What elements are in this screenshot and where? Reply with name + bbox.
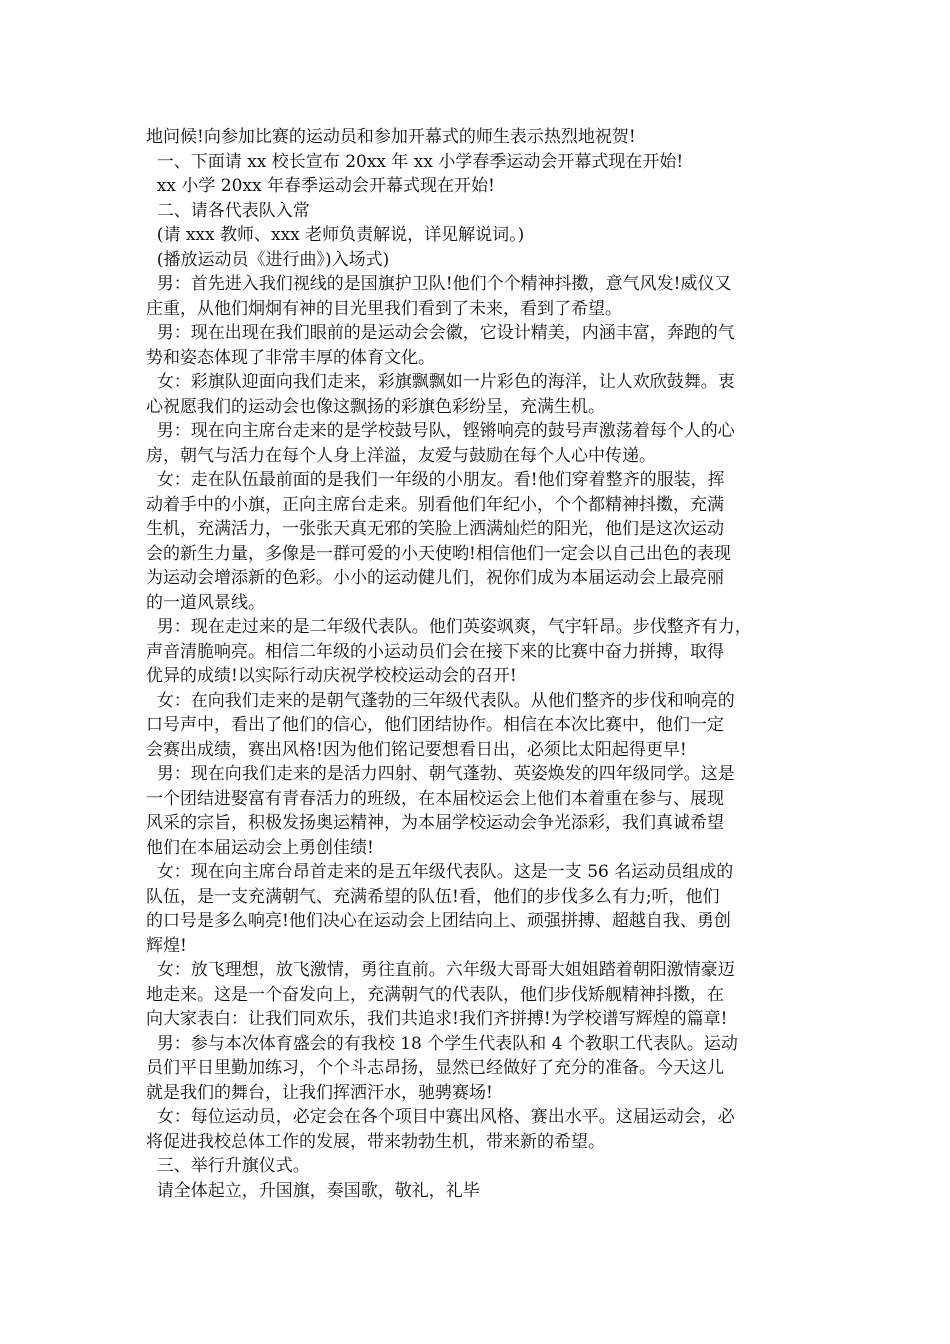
document-line: 辉煌! <box>146 935 187 956</box>
document-line: 女：在向我们走来的是朝气蓬勃的三年级代表队。从他们整齐的步伐和响亮的 <box>146 690 735 711</box>
document-line: 女：现在向主席台昂首走来的是五年级代表队。这是一支 56 名运动员组成的 <box>146 862 734 882</box>
document-line: 就是我们的舞台，让我们挥洒汗水，驰骋赛场! <box>146 1082 493 1103</box>
document-line: 的口号是多么响亮!他们决心在运动会上团结向上、顽强拼搏、超越自我、勇创 <box>146 911 731 931</box>
document-line: 队伍，是一支充满朝气、充满希望的队伍!看，他们的步伐多么有力;听，他们 <box>146 886 720 907</box>
document-line: 庄重，从他们炯炯有神的目光里我们看到了未来，看到了希望。 <box>146 298 622 319</box>
document-line: 他们在本届运动会上勇创佳绩! <box>146 837 374 858</box>
document-line: 男：现在出现在我们眼前的是运动会会徽，它设计精美，内涵丰富，奔跑的气 <box>146 323 735 343</box>
document-line: 会的新生力量，多像是一群可爱的小天使哟!相信他们一定会以自己出色的表现 <box>146 543 731 564</box>
document-line: 员们平日里勤加练习，个个斗志昂扬，显然已经做好了充分的准备。今天这儿 <box>146 1058 724 1078</box>
document-line: 会赛出成绩，赛出风格!因为他们铭记要想看日出，必须比太阳起得更早! <box>146 739 687 760</box>
document-line: 地走来。这是一个奋发向上，充满朝气的代表队，他们步伐矫舰精神抖擞，在 <box>146 984 724 1005</box>
document-line: (请 xxx 教师、xxx 老师负责解说，详见解说词。) <box>146 225 525 245</box>
document-line: 优异的成绩!以实际行动庆祝学校校运动会的召开! <box>146 666 517 686</box>
document-line: 请全体起立，升国旗，奏国歌，敬礼，礼毕 <box>146 1180 480 1201</box>
document-line: 女：放飞理想，放飞激情，勇往直前。六年级大哥哥大姐姐踏着朝阳激情豪迈 <box>146 960 735 980</box>
document-line: 势和姿态体现了非常丰厚的体育文化。 <box>146 347 435 368</box>
document-line: 向大家表白：让我们同欢乐，我们共追求!我们齐拼搏!为学校谱写辉煌的篇章! <box>146 1009 728 1029</box>
document-line: 的一道风景线。 <box>146 592 265 613</box>
document-line: 女：走在队伍最前面的是我们一年级的小朋友。看!他们穿着整齐的服装，挥 <box>146 470 725 490</box>
document-line: 为运动会增添新的色彩。小小的运动健儿们，祝你们成为本届运动会上最亮丽 <box>146 568 724 588</box>
document-line: 女：彩旗队迎面向我们走来，彩旗飘飘如一片彩色的海洋，让人欢欣鼓舞。衷 <box>146 372 735 392</box>
document-line: 房，朝气与活力在每个人身上洋溢，友爱与鼓励在每个人心中传递。 <box>146 445 656 466</box>
document-line: 男：现在向我们走来的是活力四射、朝气蓬勃、英姿焕发的四年级同学。这是 <box>146 764 735 784</box>
document-line: 二、请各代表队入常 <box>146 200 310 221</box>
document-line: 心祝愿我们的运动会也像这飘扬的彩旗色彩纷呈，充满生机。 <box>146 396 605 417</box>
document-line: 动着手中的小旗，正向主席台走来。别看他们年纪小，个个都精神抖擞，充满 <box>146 494 724 515</box>
document-line: 将促进我校总体工作的发展，带来勃勃生机，带来新的希望。 <box>146 1131 605 1152</box>
document-line: 男：首先进入我们视线的是国旗护卫队!他们个个精神抖擞，意气风发!威仪又 <box>146 274 732 294</box>
document-line: 三、举行升旗仪式。 <box>146 1156 310 1176</box>
document-line: 地问候!向参加比赛的运动员和参加开幕式的师生表示热烈地祝贺! <box>146 127 636 147</box>
document-line: xx 小学 20xx 年春季运动会开幕式现在开始! <box>146 176 495 196</box>
document-body <box>146 125 816 1203</box>
document-line: 男：参与本次体育盛会的有我校 18 个学生代表队和 4 个教职工代表队。运动 <box>146 1033 738 1054</box>
document-line: 女：每位运动员，必定会在各个项目中赛出风格、赛出水平。这届运动会，必 <box>146 1107 735 1127</box>
document-line: 一个团结进娶富有青春活力的班级，在本届校运会上他们本着重在参与、展现 <box>146 788 724 809</box>
document-line: 生机，充满活力，一张张天真无邪的笑脸上洒满灿烂的阳光，他们是这次运动 <box>146 519 724 539</box>
document-line: 声音清脆响亮。相信二年级的小运动员们会在接下来的比赛中奋力拼搏，取得 <box>146 641 724 662</box>
document-line: 风采的宗旨，积极发扬奥运精神，为本届学校运动会争光添彩，我们真诚希望 <box>146 813 724 833</box>
document-line: (播放运动员《进行曲》)入场式) <box>146 249 390 270</box>
document-line: 口号声中，看出了他们的信心，他们团结协作。相信在本次比赛中，他们一定 <box>146 715 724 735</box>
document-line: 一、下面请 xx 校长宣布 20xx 年 xx 小学春季运动会开幕式现在开始! <box>146 151 684 172</box>
document-line: 男：现在走过来的是二年级代表队。他们英姿飒爽，气宇轩昂。步伐整齐有力， <box>146 617 752 637</box>
document-line: 男：现在向主席台走来的是学校鼓号队，铿锵响亮的鼓号声激荡着每个人的心 <box>146 421 735 441</box>
